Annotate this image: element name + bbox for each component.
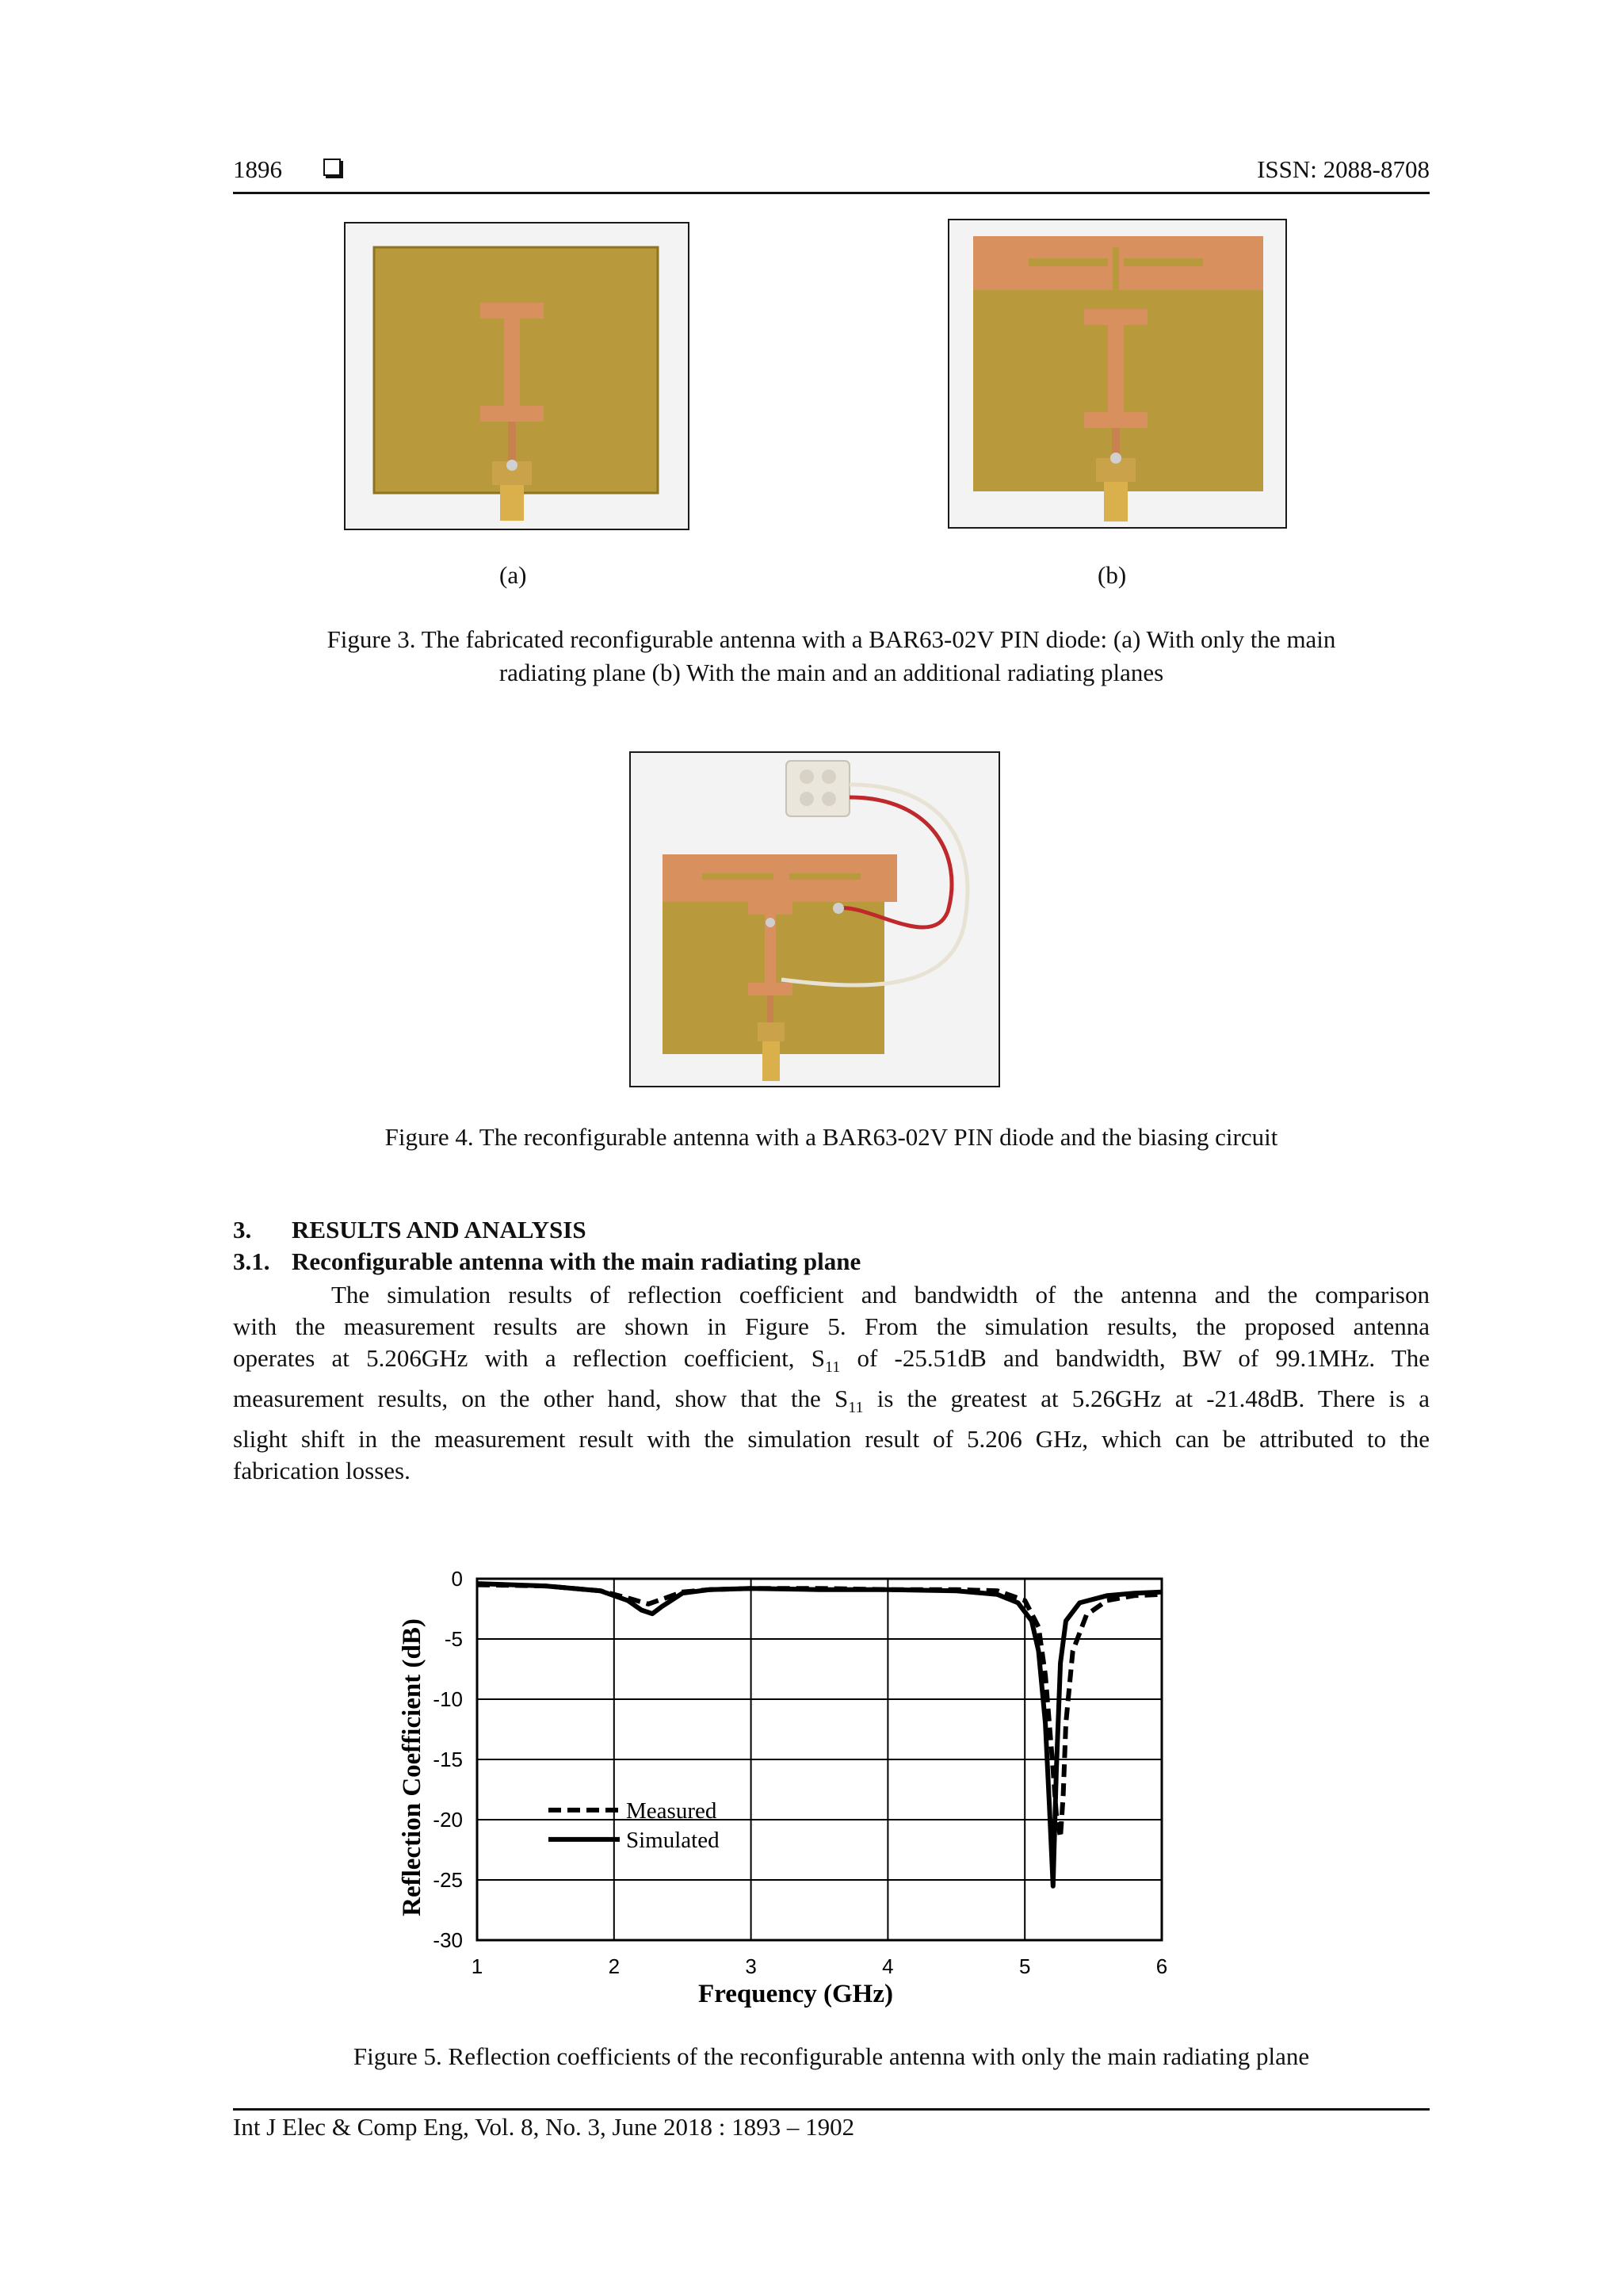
reflection-coefficient-chart xyxy=(380,1545,1220,2021)
figure3-caption-line1: Figure 3. The fabricated reconfigurable antenna with a BAR63-02V PIN diode: (a) With only the main xyxy=(327,625,1336,653)
x-tick-label: 6 xyxy=(1155,1954,1168,1978)
subfigure-label-a: (a) xyxy=(499,561,527,589)
para-line-3: operates at 5.206GHz with a reflection coefficient, $S_{11}$ of -25.51dB and bandwidth, BW of 99.1MHz. The xyxy=(233,1344,1430,1377)
x-tick-label: 3 xyxy=(745,1954,757,1978)
section-title: RESULTS AND ANALYSIS xyxy=(292,1216,586,1244)
checkbox-bullet-icon xyxy=(323,159,341,176)
y-axis-label: Reflection Coefficient (dB) xyxy=(398,1618,426,1916)
para-line-1: The simulation results of reflection coefficient and bandwidth of the antenna and the comparison xyxy=(331,1281,1430,1308)
subsection-title: Reconfigurable antenna with the main radiating plane xyxy=(292,1247,861,1275)
section-number: 3. xyxy=(233,1216,252,1244)
legend-label-measured: Measured xyxy=(626,1797,717,1824)
figure4-caption: Figure 4. The reconfigurable antenna with a BAR63-02V PIN diode and the biasing circuit xyxy=(384,1123,1278,1151)
footer-citation: Int J Elec & Comp Eng, Vol. 8, No. 3, June 2018 : 1893 – 1902 xyxy=(233,2113,855,2141)
para-line-6: fabrication losses. xyxy=(233,1457,411,1485)
legend-label-simulated: Simulated xyxy=(626,1827,720,1853)
figure5-caption: Figure 5. Reflection coefficients of the reconfigurable antenna with only the main radiating plane xyxy=(353,2042,1310,2070)
x-tick-label: 5 xyxy=(1018,1954,1031,1978)
para-line-2: with the measurement results are shown in Figure 5. From the simulation results, the proposed antenna xyxy=(233,1312,1430,1340)
subsection-number: 3.1. xyxy=(233,1247,270,1275)
antenna-photo-a xyxy=(344,222,689,530)
header-rule xyxy=(233,192,1430,194)
antenna-photo-b xyxy=(948,219,1287,529)
y-tick-label: -30 xyxy=(433,1928,463,1952)
x-tick-label: 1 xyxy=(471,1954,483,1978)
y-tick-label: -20 xyxy=(433,1808,463,1832)
figure3-caption-line2: radiating plane (b) With the main and an additional radiating planes xyxy=(498,659,1164,686)
y-tick-label: -5 xyxy=(444,1627,463,1651)
y-tick-label: -10 xyxy=(433,1687,463,1711)
page-number: 1896 xyxy=(233,155,282,183)
y-tick-label: -25 xyxy=(433,1868,463,1892)
subfigure-label-b: (b) xyxy=(1098,561,1127,589)
para-line-5: slight shift in the measurement result with the simulation result of 5.206 GHz, which can be attributed to the xyxy=(233,1425,1430,1454)
x-tick-label: 4 xyxy=(882,1954,894,1978)
para-line-4: measurement results, on the other hand, show that the $S_{11}$ is the greatest at 5.26GHz at -21.48dB. There is a xyxy=(233,1385,1430,1417)
footer-rule xyxy=(233,2108,1430,2111)
body-paragraph xyxy=(233,1279,1430,1487)
antenna-biasing-photo xyxy=(629,751,1000,1087)
x-tick-label: 2 xyxy=(608,1954,621,1978)
y-tick-label: 0 xyxy=(451,1567,463,1591)
y-tick-label: -15 xyxy=(433,1748,463,1771)
x-axis-label: Frequency (GHz) xyxy=(698,1980,893,2008)
issn-label: ISSN: 2088-8708 xyxy=(1257,155,1430,183)
figure3-caption xyxy=(233,623,1430,690)
